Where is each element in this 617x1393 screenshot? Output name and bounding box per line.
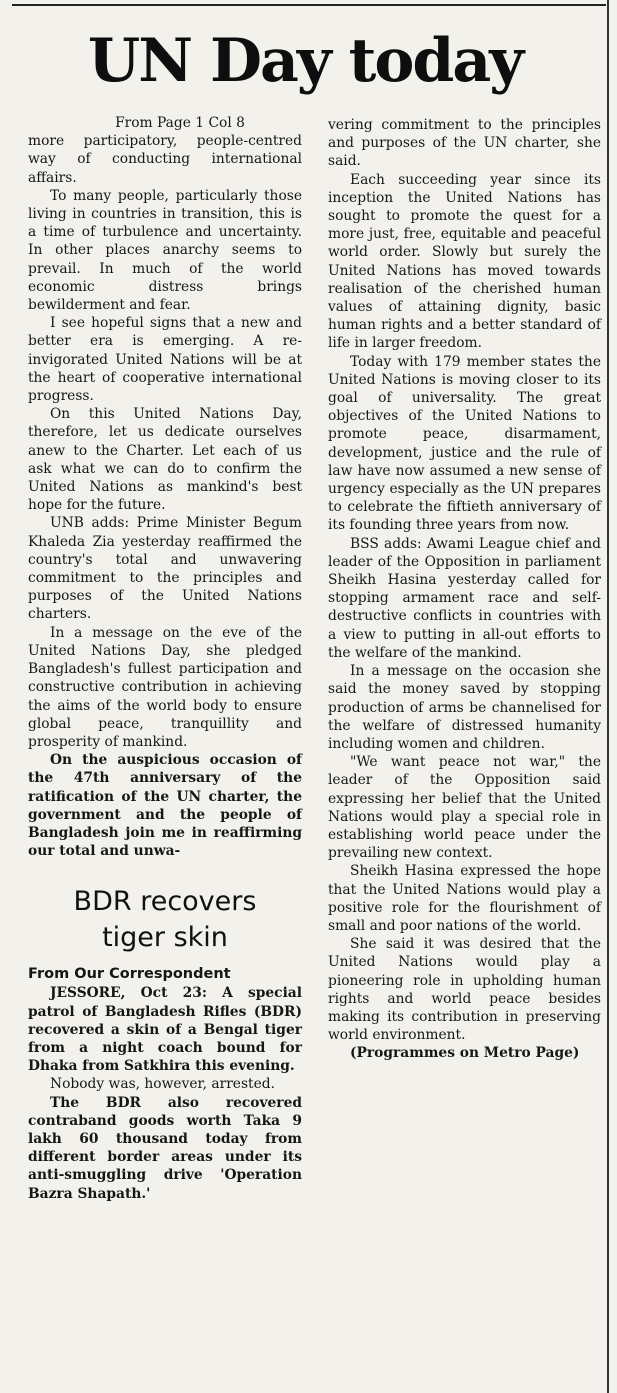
article-paragraph: On this United Nations Day, therefore, let us dedicate ourselves anew to the Charter. Let each of us ask what we can do to confirm the United Nations as mankind's best hope for the future. — [28, 406, 302, 514]
article-paragraph: more participatory, people-centred way of conducting international affairs. — [28, 133, 302, 186]
article-paragraph: UNB adds: Prime Minister Begum Khaleda Zia yesterday reaffirmed the country's total and unwavering commitment to the principles and purposes of the United Nations charters. — [28, 515, 302, 623]
article-paragraph: Today with 179 member states the United Nations is moving closer to its goal of universality. The great objectives of the United Nations to promote peace, disarmament, development, justice and the rule of law have now assumed a new sense of urgency especially as the UN prepares to celebrate the fiftieth anniversary of its founding three years from now. — [328, 353, 601, 534]
article-paragraph: Each succeeding year since its inception the United Nations has sought to promote the quest for a more just, free, equitable and peaceful world order. Slowly but surely the United Nations has moved towards realisation of the cherished human values of attaining dignity, basic human rights and a better standard of life in larger freedom. — [328, 171, 601, 352]
article-paragraph: To many people, particularly those living in countries in transition, this is a time of turbulence and uncertainty. In other places anarchy seems to prevail. In much of the world economic distress brings bewilderment and fear. — [28, 187, 302, 314]
continuation-note: (Programmes on Metro Page) — [350, 1045, 580, 1062]
right-column — [328, 116, 601, 1063]
top-rule — [12, 4, 606, 6]
article-paragraph: "We want peace not war," the leader of the Opposition said expressing her belief that the United Nations would play a special role in establishing world peace under the prevailing new context. — [328, 754, 601, 862]
byline: From Our Correspondent — [28, 966, 231, 983]
article-paragraph: She said it was desired that the United Nations would play a pioneering role in upholding human rights and world peace besides making its contribution in preserving world environment. — [328, 936, 601, 1044]
dateline: From Page 1 Col 8 — [115, 115, 245, 131]
sub-headline — [28, 884, 302, 956]
article-paragraph: I see hopeful signs that a new and better era is emerging. A re-invigorated United Nations will be at the heart of cooperative international progress. — [28, 315, 302, 405]
story-paragraph: The BDR also recovered contraband goods worth Taka 9 lakh 60 thousand today from different border areas under its anti-smuggling drive 'Operation Bazra Shapath.' — [28, 1094, 302, 1202]
story-paragraph: Nobody was, however, arrested. — [50, 1076, 275, 1093]
article-paragraph: Sheikh Hasina expressed the hope that the United Nations would play a positive role for the flourishment of small and poor nations of the world. — [328, 863, 601, 934]
sub-headline-line2: tiger skin — [102, 922, 228, 954]
story-paragraph: JESSORE, Oct 23: A special patrol of Bangladesh Rifles (BDR) recovered a skin of a Bengal tiger from a night coach bound for Dhaka from Satkhira this evening. — [28, 985, 302, 1075]
column-rule — [607, 0, 609, 1393]
article-paragraph: On the auspicious occasion of the 47th anniversary of the ratification of the UN charter, the government and the people of Bangladesh join me in reaffirming our total and unwa- — [28, 752, 302, 860]
article-paragraph: BSS adds: Awami League chief and leader of the Opposition in parliament Sheikh Hasina yesterday called for stopping armament race and self-destructive conflicts in countries with a view to putting in all-out efforts to the welfare of the mankind. — [328, 535, 601, 661]
left-column — [28, 114, 302, 1203]
article-paragraph: In a message on the eve of the United Nations Day, she pledged Bangladesh's fullest participation and constructive contribution in achieving the aims of the world body to ensure global peace, tranquillity and prosperity of mankind. — [28, 624, 302, 750]
article-paragraph: vering commitment to the principles and purposes of the UN charter, she said. — [328, 117, 601, 170]
sub-headline-line1: BDR recovers — [73, 886, 257, 918]
headline: UN Day today — [87, 26, 523, 96]
article-paragraph: In a message on the occasion she said the money saved by stopping production of arms be channelised for the welfare of distressed humanity including women and children. — [328, 663, 601, 752]
